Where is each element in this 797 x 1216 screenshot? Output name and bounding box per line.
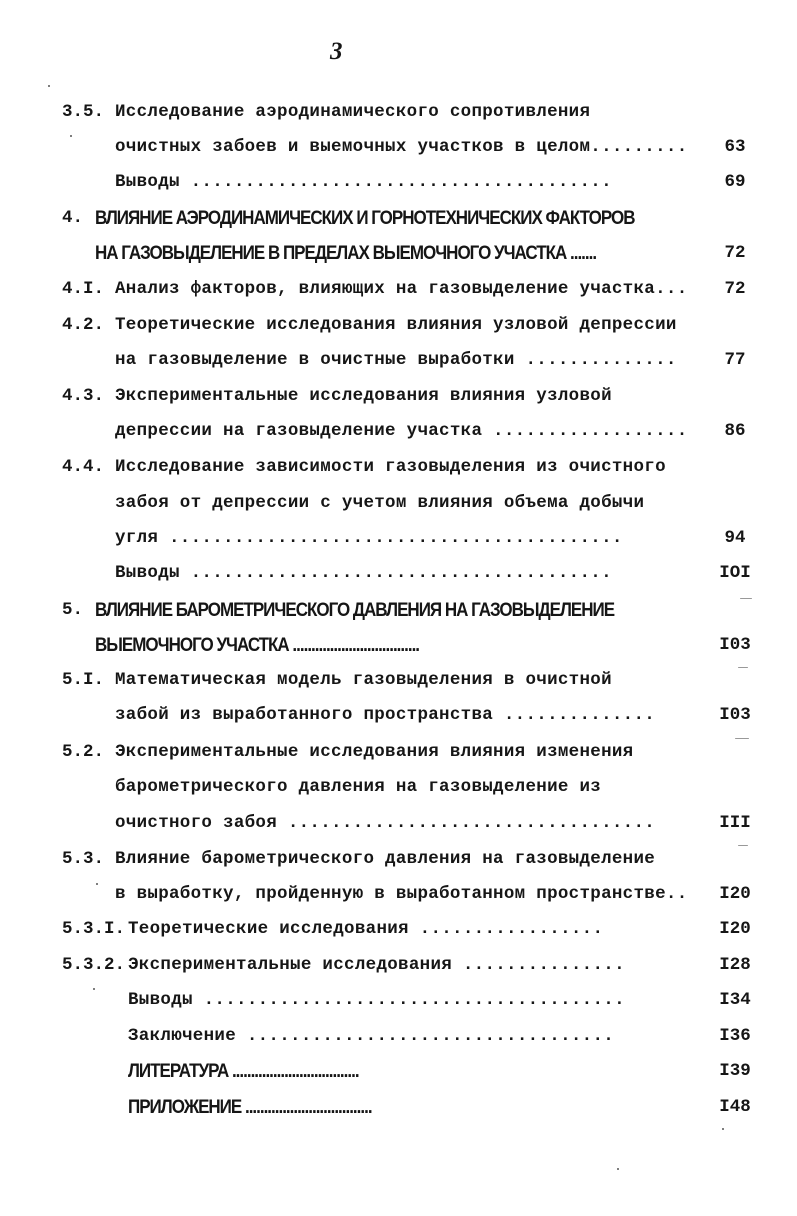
toc-entry [0,523,797,553]
scan-speck [93,988,95,990]
toc-entry-title: ВЫЕМОЧНОГО УЧАСТКА .................................. [95,633,420,656]
toc-entry-page: I20 [719,884,751,904]
toc-entry-number: 4.3. [62,386,105,406]
toc-entry-page: I39 [719,1061,751,1081]
toc-entry-title: ПРИЛОЖЕНИЕ .................................. [128,1095,372,1118]
toc-entry-title: Экспериментальные исследования ............... [128,955,625,975]
toc-entry-title: НА ГАЗОВЫДЕЛЕНИЕ В ПРЕДЕЛАХ ВЫЕМОЧНОГО УЧАСТКА ....... [95,241,597,264]
toc-entry [0,132,797,162]
toc-entry-title: забоя от депрессии с учетом влияния объема добычи [115,493,645,513]
toc-entry [0,345,797,375]
toc-entry-page: I48 [719,1097,751,1117]
scan-speck [735,738,749,739]
toc-entry [0,274,797,304]
toc-entry [0,381,797,411]
toc-entry-title: забой из выработанного пространства .............. [115,705,656,725]
toc-entry [0,844,797,874]
toc-entry [0,1056,797,1086]
toc-entry [0,452,797,482]
toc-entry-number: 4. [62,208,84,228]
toc-entry [0,310,797,340]
toc-entry [0,595,797,625]
toc-entry [0,203,797,233]
toc-entry-title: Исследование аэродинамического сопротивления [115,102,591,122]
toc-entry [0,737,797,767]
toc-entry [0,879,797,909]
toc-entry-number: 4.I. [62,279,105,299]
toc-entry-page: 77 [724,350,746,370]
toc-entry-title: Экспериментальные исследования влияния узловой [115,386,612,406]
toc-entry-title: очистного забоя .................................. [115,813,656,833]
toc-entry-title: Анализ факторов, влияющих на газовыделение участка... [115,279,688,299]
toc-entry-page: III [719,813,751,833]
toc-entry-page: I03 [719,705,751,725]
toc-entry [0,985,797,1015]
toc-entry [0,238,797,268]
toc-entry [0,416,797,446]
toc-entry-number: 3.5. [62,102,105,122]
toc-entry-title: Влияние барометрического давления на газовыделение [115,849,656,869]
toc-entry-page: I28 [719,955,751,975]
toc-entry [0,558,797,588]
toc-entry-title: депрессии на газовыделение участка .................. [115,421,688,441]
scan-speck [617,1168,619,1170]
toc-entry-title: Выводы ....................................... [115,172,612,192]
toc-entry-title: Выводы ....................................... [115,563,612,583]
toc-entry-number: 5. [62,600,84,620]
toc-entry-title: барометрического давления на газовыделение из [115,777,602,797]
toc-entry-page: IOI [719,563,751,583]
scan-speck [722,1128,724,1130]
toc-entry-page: 72 [724,279,746,299]
toc-entry [0,1092,797,1122]
toc-entry-page: 63 [724,137,746,157]
scan-speck [70,135,72,137]
toc-entry-title: очистных забоев и выемочных участков в целом......... [115,137,688,157]
scan-speck [48,85,50,87]
toc-entry-page: I20 [719,919,751,939]
toc-entry-title: ЛИТЕРАТУРА .................................. [128,1059,359,1082]
scan-speck [738,845,748,846]
toc-entry-page: I03 [719,635,751,655]
toc-entry-page: I36 [719,1026,751,1046]
toc-entry-title: Теоретические исследования ................. [128,919,604,939]
toc-entry-title: ВЛИЯНИЕ АЭРОДИНАМИЧЕСКИХ И ГОРНОТЕХНИЧЕСКИХ ФАКТОРОВ [95,206,635,229]
toc-entry [0,665,797,695]
toc-entry [0,950,797,980]
toc-entry [0,488,797,518]
toc-entry [0,808,797,838]
toc-entry-number: 4.2. [62,315,105,335]
scan-speck [740,598,752,599]
toc-entry [0,772,797,802]
toc-entry-title: Заключение .................................. [128,1026,615,1046]
toc-entry-number: 5.3.I. [62,919,126,939]
scan-speck [96,883,98,885]
toc-entry-number: 4.4. [62,457,105,477]
toc-entry [0,914,797,944]
toc-entry-number: 5.I. [62,670,105,690]
toc-entry-number: 5.3.2. [62,955,126,975]
toc-entry-number: 5.2. [62,742,105,762]
toc-entry-number: 5.3. [62,849,105,869]
scan-speck [738,667,748,668]
toc-entry-title: на газовыделение в очистные выработки .............. [115,350,677,370]
toc-entry-title: ВЛИЯНИЕ БАРОМЕТРИЧЕСКОГО ДАВЛЕНИЯ НА ГАЗОВЫДЕЛЕНИЕ [95,598,615,621]
toc-entry-page: 86 [724,421,746,441]
toc-entry-title: Математическая модель газовыделения в очистной [115,670,612,690]
toc-entry-title: Исследование зависимости газовыделения из очистного [115,457,666,477]
toc-entry-page: 72 [724,243,746,263]
toc-entry-page: I34 [719,990,751,1010]
toc-entry-page: 69 [724,172,746,192]
toc-entry [0,1021,797,1051]
toc-entry [0,97,797,127]
toc-entry-title: угля .......................................... [115,528,623,548]
toc-entry-title: Экспериментальные исследования влияния изменения [115,742,634,762]
toc-entry-title: Теоретические исследования влияния узловой депрессии [115,315,677,335]
toc-entry-page: 94 [724,528,746,548]
toc-entry [0,700,797,730]
toc-entry [0,167,797,197]
toc-entry-title: Выводы ....................................... [128,990,625,1010]
toc-entry-title: в выработку, пройденную в выработанном пространстве.. [115,884,688,904]
page-number: 3 [330,38,343,65]
toc-entry [0,630,797,660]
